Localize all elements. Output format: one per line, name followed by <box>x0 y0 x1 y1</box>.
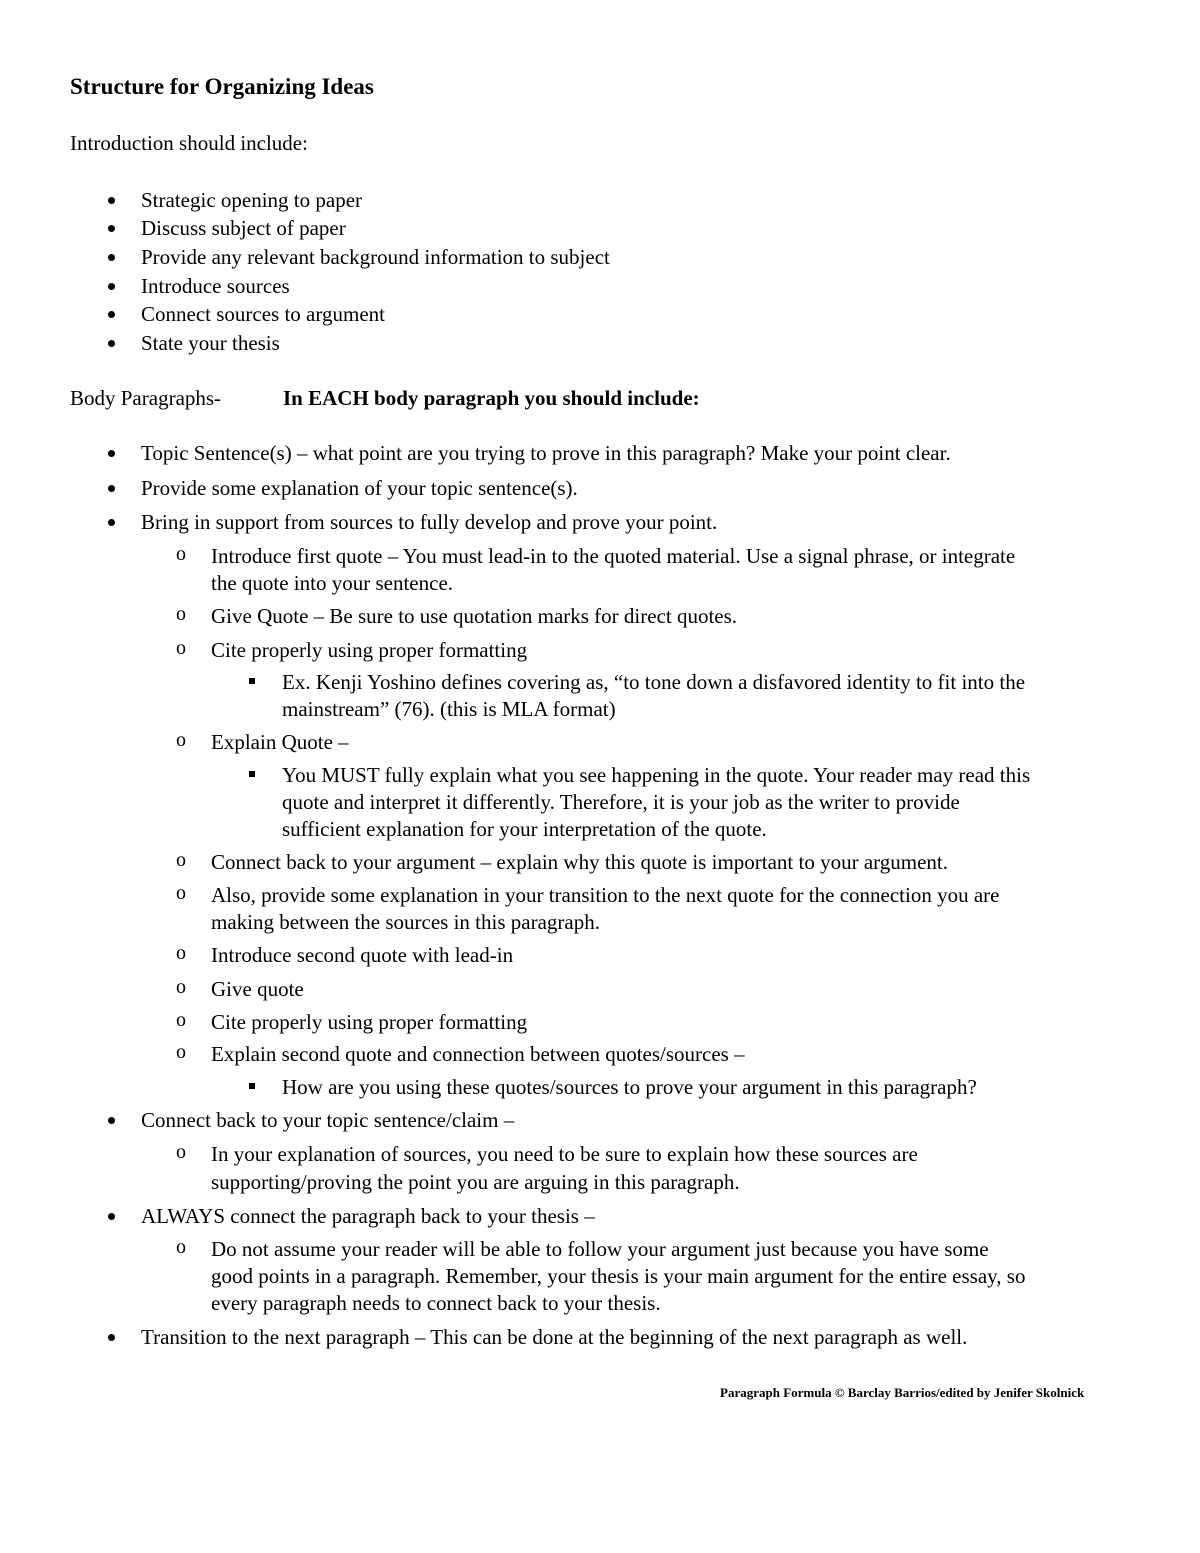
bullet-icon <box>108 1117 115 1124</box>
body-item: ALWAYS connect the paragraph back to your thesis – <box>141 1204 595 1228</box>
intro-item: Provide any relevant background information to subject <box>141 245 610 269</box>
circle-bullet-icon: o <box>176 603 186 625</box>
body-item: Connect back to your topic sentence/claim – <box>141 1108 515 1132</box>
circle-bullet-icon: o <box>176 543 186 565</box>
circle-bullet-icon: o <box>176 1041 186 1063</box>
sub-sub-item: How are you using these quotes/sources to prove your argument in this paragraph? <box>282 1075 977 1099</box>
bullet-icon <box>108 519 115 526</box>
page-title: Structure for Organizing Ideas <box>70 74 374 99</box>
bullet-icon <box>108 197 115 204</box>
circle-bullet-icon: o <box>176 849 186 871</box>
sub-item-continued: every paragraph needs to connect back to your thesis. <box>211 1291 661 1315</box>
sub-item: Also, provide some explanation in your transition to the next quote for the connection you are <box>211 883 1000 907</box>
bullet-icon <box>108 1334 115 1341</box>
footer-credit: Paragraph Formula © Barclay Barrios/edited by Jenifer Skolnick <box>720 1385 1085 1400</box>
sub-item: Connect back to your argument – explain why this quote is important to your argument. <box>211 850 949 874</box>
intro-item: Discuss subject of paper <box>141 216 346 240</box>
bullet-icon <box>108 311 115 318</box>
circle-bullet-icon: o <box>176 729 186 751</box>
sub-item: Introduce second quote with lead-in <box>211 943 514 967</box>
intro-item: Introduce sources <box>141 274 290 298</box>
body-item: Provide some explanation of your topic sentence(s). <box>141 476 578 500</box>
sub-item: Give quote <box>211 977 304 1001</box>
bullet-icon <box>108 1213 115 1220</box>
sub-item: Cite properly using proper formatting <box>211 1010 528 1034</box>
sub-item: Do not assume your reader will be able to follow your argument just because you have some <box>211 1237 989 1261</box>
bullet-icon <box>108 254 115 261</box>
sub-item: Cite properly using proper formatting <box>211 638 528 662</box>
body-item: Topic Sentence(s) – what point are you trying to prove in this paragraph? Make your point clear. <box>141 441 951 465</box>
sub-sub-item: Ex. Kenji Yoshino defines covering as, “to tone down a disfavored identity to fit into the <box>282 670 1026 694</box>
sub-item-continued: the quote into your sentence. <box>211 571 454 595</box>
body-item: Bring in support from sources to fully develop and prove your point. <box>141 510 718 534</box>
sub-item: Introduce first quote – You must lead-in to the quoted material. Use a signal phrase, or integrate <box>211 544 1016 568</box>
sub-item: Explain Quote – <box>211 730 349 754</box>
sub-item-continued: good points in a paragraph. Remember, your thesis is your main argument for the entire essay, so <box>211 1264 1026 1288</box>
intro-item: Connect sources to argument <box>141 302 385 326</box>
sub-item-continued: supporting/proving the point you are arguing in this paragraph. <box>211 1170 740 1194</box>
bullet-icon <box>108 283 115 290</box>
circle-bullet-icon: o <box>176 637 186 659</box>
square-bullet-icon <box>249 771 255 777</box>
sub-item: Explain second quote and connection between quotes/sources – <box>211 1042 745 1066</box>
circle-bullet-icon: o <box>176 1141 186 1163</box>
bullet-icon <box>108 225 115 232</box>
sub-item: In your explanation of sources, you need to be sure to explain how these sources are <box>211 1142 918 1166</box>
body-paragraphs-heading: In EACH body paragraph you should include: <box>283 386 700 410</box>
sub-item-continued: making between the sources in this paragraph. <box>211 910 600 934</box>
square-bullet-icon <box>249 1083 255 1089</box>
sub-item: Give Quote – Be sure to use quotation marks for direct quotes. <box>211 604 738 628</box>
circle-bullet-icon: o <box>176 1009 186 1031</box>
circle-bullet-icon: o <box>176 976 186 998</box>
intro-item: State your thesis <box>141 331 280 355</box>
circle-bullet-icon: o <box>176 882 186 904</box>
circle-bullet-icon: o <box>176 1236 186 1258</box>
intro-label: Introduction should include: <box>70 131 308 155</box>
circle-bullet-icon: o <box>176 942 186 964</box>
square-bullet-icon <box>249 678 255 684</box>
body-paragraphs-label: Body Paragraphs- <box>70 386 222 410</box>
intro-item: Strategic opening to paper <box>141 188 363 212</box>
sub-sub-item-continued: mainstream” (76). (this is MLA format) <box>282 697 616 721</box>
bullet-icon <box>108 450 115 457</box>
body-item: Transition to the next paragraph – This can be done at the beginning of the next paragraph as well. <box>141 1325 968 1349</box>
bullet-icon <box>108 340 115 347</box>
bullet-icon <box>108 485 115 492</box>
sub-sub-item-continued: sufficient explanation for your interpretation of the quote. <box>282 817 767 841</box>
sub-sub-item: You MUST fully explain what you see happening in the quote. Your reader may read this <box>282 763 1031 787</box>
sub-sub-item-continued: quote and interpret it differently. Therefore, it is your job as the writer to provide <box>282 790 960 814</box>
